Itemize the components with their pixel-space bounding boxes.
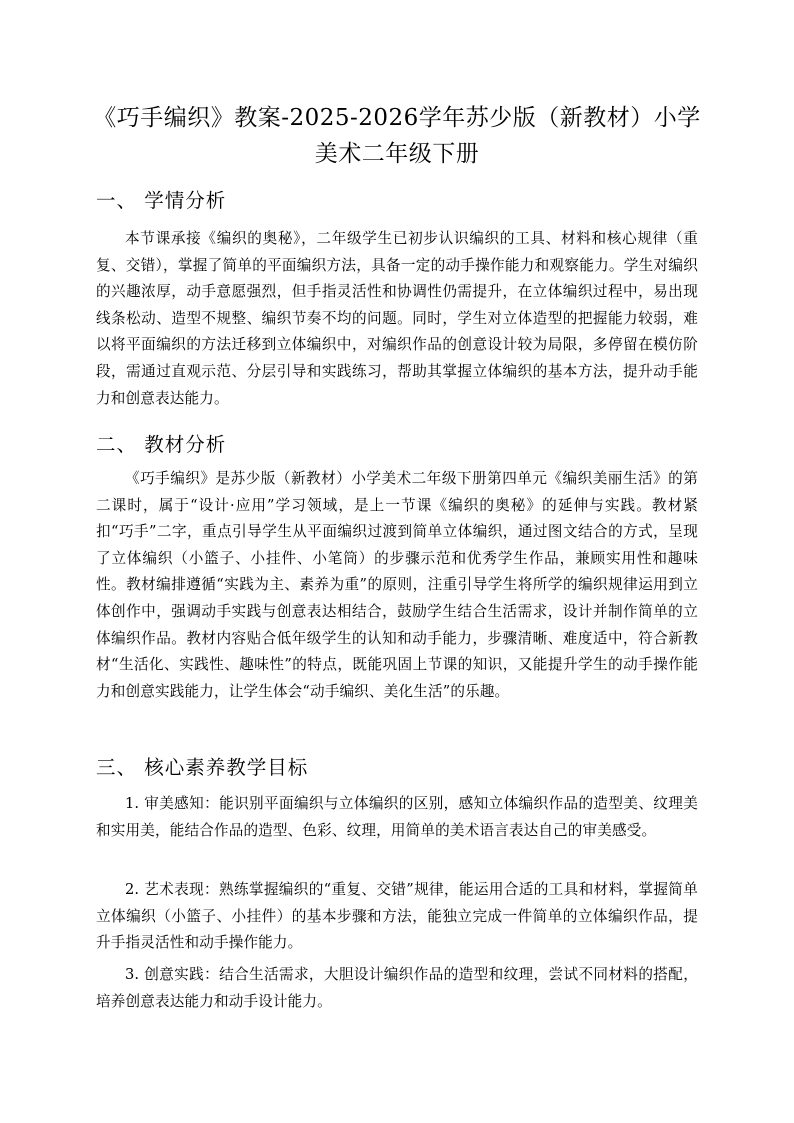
goal-item-artistic-expression: 2. 艺术表现：熟练掌握编织的“重复、交错”规律，能运用合适的工具和材料，掌握简单立体编织（小篮子、小挂件）的基本步骤和方法，能独立完成一件简单的立体编织作品，提升手指灵活性和动手操作能力。	[96, 881, 698, 952]
paragraph-textbook-analysis: 《巧手编织》是苏少版（新教材）小学美术二年级下册第四单元《编织美丽生活》的第二课时，属于“设计·应用”学习领域，是上一节课《编织的奥秘》的延伸与实践。教材紧扣“巧手”二字，重点引导学生从平面编织过渡到简单立体编织，通过图文结合的方式，呈现了立体编织（小篮子、小挂件、小笔筒）的步骤示范和优秀学生作品，兼顾实用性和趣味性。教材编排遵循“实践为主、素养为重”的原则，注重引导学生将所学的编织规律运用到立体创作中，强调动手实践与创意表达相结合，鼓励学生结合生活需求，设计并制作简单的立体编织作品。教材内容贴合低年级学生的认知和动手能力，步骤清晰、难度适中，符合新教材“生活化、实践性、趣味性”的特点，既能巩固上节课的知识，又能提升学生的动手操作能力和创意实践能力，让学生体会“动手编织、美化生活”的乐趣。	[96, 470, 698, 700]
document-title: 《巧手编织》教案-2025-2026学年苏少版（新教材）小学美术二年级下册	[93, 105, 701, 167]
goal-item-creative-practice: 3. 创意实践：结合生活需求，大胆设计编织作品的造型和纹理，尝试不同材料的搭配，培养创意表达能力和动手设计能力。	[96, 966, 698, 1010]
paragraph-learning-analysis: 本节课承接《编织的奥秘》，二年级学生已初步认识编织的工具、材料和核心规律（重复、交错），掌握了简单的平面编织方法，具备一定的动手操作能力和观察能力。学生对编织的兴趣浓厚，动手意愿强烈，但手指灵活性和协调性仍需提升，在立体编织过程中，易出现线条松动、造型不规整、编织节奏不均的问题。同时，学生对立体造型的把握能力较弱，难以将平面编织的方法迁移到立体编织中，对编织作品的创意设计较为局限，多停留在模仿阶段，需通过直观示范、分层引导和实践练习，帮助其掌握立体编织的基本方法，提升动手能力和创意表达能力。	[96, 230, 698, 407]
goal-item-aesthetic-perception: 1. 审美感知：能识别平面编织与立体编织的区别，感知立体编织作品的造型美、纹理美和实用美，能结合作品的造型、色彩、纹理，用简单的美术语言表达自己的审美感受。	[96, 795, 698, 839]
section-heading-learning-analysis: 一、 学情分析	[96, 189, 227, 212]
section-heading-core-goals: 三、 核心素养教学目标	[96, 756, 309, 779]
section-heading-textbook-analysis: 二、 教材分析	[96, 433, 227, 456]
